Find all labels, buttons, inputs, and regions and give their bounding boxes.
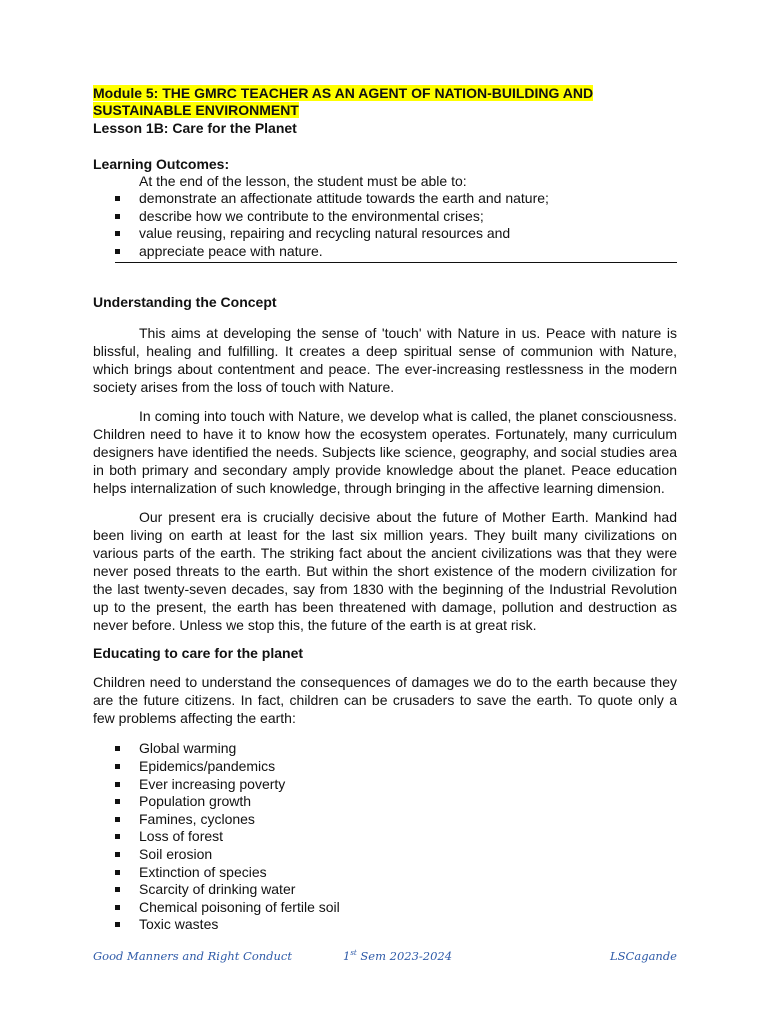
module-title-line-2: SUSTAINABLE ENVIRONMENT bbox=[93, 102, 299, 118]
footer-semester: 1st Sem 2023-2024 bbox=[343, 949, 453, 963]
learning-outcomes-list bbox=[93, 190, 677, 260]
square-bullet-icon bbox=[115, 214, 120, 219]
square-bullet-icon bbox=[115, 870, 120, 875]
list-item: Toxic wastes bbox=[113, 916, 677, 934]
module-title bbox=[93, 85, 677, 119]
footer-author: LSCagande bbox=[610, 949, 677, 963]
square-bullet-icon bbox=[115, 922, 120, 927]
understanding-paragraph-1: This aims at developing the sense of 'touch' with Nature in us. Peace with nature is blissful, healing and fulfilling. It creates a deep spiritual sense of communion with Nature, which brings about contentment and peace. The ever-increasing restlessness in the modern society arises from the loss of touch with Nature. bbox=[93, 325, 677, 396]
understanding-paragraph-2: In coming into touch with Nature, we develop what is called, the planet consciousness. Children need to have it to know how the ecosystem operates. Fortunately, many curriculum designers have identified the needs. Subjects like science, geography, and social studies area in both primary and secondary amply provide knowledge about the planet. Peace education helps internalization of such knowledge, through bringing in the affective learning dimension. bbox=[93, 408, 677, 497]
understanding-heading: Understanding the Concept bbox=[93, 294, 277, 311]
learning-outcomes-heading: Learning Outcomes: bbox=[93, 156, 230, 172]
lesson-title: Lesson 1B: Care for the Planet bbox=[93, 120, 297, 136]
list-item: Scarcity of drinking water bbox=[113, 881, 677, 899]
horizontal-divider bbox=[115, 262, 677, 263]
list-item: Population growth bbox=[113, 793, 677, 811]
list-item: Chemical poisoning of fertile soil bbox=[113, 899, 677, 917]
square-bullet-icon bbox=[115, 817, 120, 822]
footer-subject: Good Manners and Right Conduct bbox=[93, 949, 292, 963]
problems-list bbox=[93, 740, 677, 934]
list-item: Famines, cyclones bbox=[113, 811, 677, 829]
square-bullet-icon bbox=[115, 852, 120, 857]
square-bullet-icon bbox=[115, 764, 120, 769]
list-item: Extinction of species bbox=[113, 864, 677, 882]
square-bullet-icon bbox=[115, 905, 120, 910]
square-bullet-icon bbox=[115, 746, 120, 751]
understanding-paragraph-3: Our present era is crucially decisive about the future of Mother Earth. Mankind had been living on earth at least for the last six million years. They built many civilizations on various parts of the earth. The striking fact about the ancient civilizations was that they were never posed threats to the earth. But within the short existence of the modern civilization for the last twenty-seven decades, say from 1830 with the beginning of the Industrial Revolution up to the present, the earth has been threatened with damage, pollution and destruction as never before. Unless we stop this, the future of the earth is at great risk. bbox=[93, 509, 677, 634]
square-bullet-icon bbox=[115, 196, 120, 201]
square-bullet-icon bbox=[115, 231, 120, 236]
square-bullet-icon bbox=[115, 887, 120, 892]
page-footer bbox=[93, 949, 677, 967]
square-bullet-icon bbox=[115, 799, 120, 804]
list-item: Soil erosion bbox=[113, 846, 677, 864]
square-bullet-icon bbox=[115, 834, 120, 839]
learning-outcomes-intro: At the end of the lesson, the student must be able to: bbox=[139, 173, 467, 189]
list-item: Ever increasing poverty bbox=[113, 776, 677, 794]
list-item: appreciate peace with nature. bbox=[113, 243, 677, 261]
module-title-line-1: Module 5: THE GMRC TEACHER AS AN AGENT OF NATION-BUILDING AND bbox=[93, 85, 594, 101]
list-item: describe how we contribute to the environmental crises; bbox=[113, 208, 677, 226]
educating-paragraph: Children need to understand the consequences of damages we do to the earth because they are the future citizens. In fact, children can be crusaders to save the earth. To quote only a few problems affecting the earth: bbox=[93, 674, 677, 727]
square-bullet-icon bbox=[115, 249, 120, 254]
list-item: demonstrate an affectionate attitude towards the earth and nature; bbox=[113, 190, 677, 208]
list-item: Loss of forest bbox=[113, 828, 677, 846]
educating-heading: Educating to care for the planet bbox=[93, 645, 304, 662]
list-item: value reusing, repairing and recycling natural resources and bbox=[113, 225, 677, 243]
list-item: Global warming bbox=[113, 740, 677, 758]
list-item: Epidemics/pandemics bbox=[113, 758, 677, 776]
square-bullet-icon bbox=[115, 782, 120, 787]
document-page bbox=[93, 85, 677, 934]
